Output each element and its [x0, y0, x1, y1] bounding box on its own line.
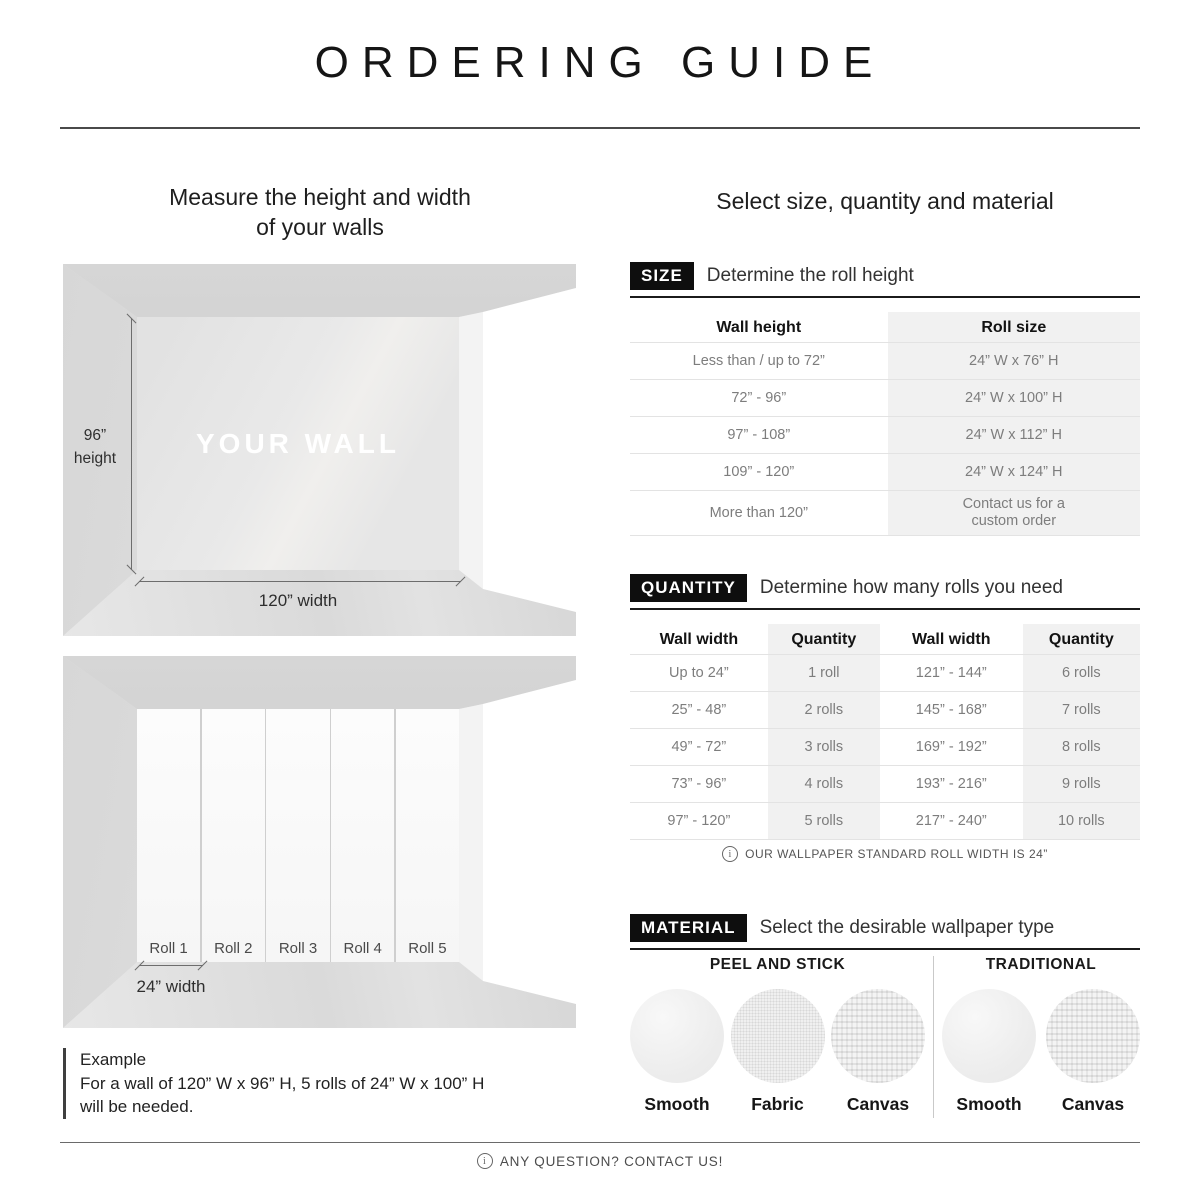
footer-divider [60, 1142, 1140, 1143]
size-wall-height-cell: 72” - 96” [731, 389, 787, 406]
room-diagram-rolls [63, 656, 576, 1028]
size-table-row [630, 491, 1140, 536]
example-line1: For a wall of 120” W x 96” H, 5 rolls of 24” W x 100” H [80, 1073, 485, 1093]
wall-width-cell: 49” - 72” [671, 738, 727, 755]
smooth-texture-swatch [942, 989, 1036, 1083]
quantity-tag: QUANTITY [630, 574, 747, 602]
quantity-cell: 1 roll [768, 655, 880, 691]
material-option-canvas [1046, 989, 1140, 1115]
size-table-row [630, 454, 1140, 491]
quantity-cell: 7 rolls [1023, 692, 1140, 728]
quantity-cell: 4 rolls [768, 766, 880, 802]
page-title: ORDERING GUIDE [314, 38, 886, 87]
roll-label: Roll 2 [214, 940, 253, 957]
wall-width-cell: 73” - 96” [671, 775, 727, 792]
quantity-cell: 10 rolls [1023, 803, 1140, 839]
material-option-label: Canvas [846, 1094, 910, 1114]
left-heading-line2: of your walls [256, 214, 384, 240]
quantity-col-wall-width-1: Wall width [659, 630, 739, 648]
wall-height-word: height [73, 450, 117, 467]
wall-width-label: 120” width [258, 591, 338, 610]
roll-label: Roll 5 [408, 940, 447, 957]
material-option-label: Canvas [1061, 1094, 1125, 1114]
roll-panel [266, 709, 329, 962]
size-wall-height-cell: 97” - 108” [727, 426, 791, 443]
quantity-cell: 2 rolls [768, 692, 880, 728]
quantity-table-row [630, 766, 1140, 803]
material-group-divider [933, 956, 934, 1118]
material-option-label: Smooth [644, 1094, 710, 1114]
example-note [63, 1048, 550, 1119]
wall-height-value: 96” [83, 427, 107, 444]
footer-text: ANY QUESTION? CONTACT US! [499, 1153, 724, 1169]
example-line2: will be needed. [80, 1097, 194, 1116]
example-title: Example [80, 1050, 147, 1069]
quantity-table-row [630, 803, 1140, 840]
size-col-roll-size: Roll size [888, 312, 1140, 342]
material-option-label: Fabric [751, 1094, 804, 1114]
size-roll-size-cell: 24” W x 100” H [888, 380, 1140, 416]
size-roll-size-cell: 24” W x 112” H [888, 417, 1140, 453]
fabric-texture-swatch [731, 989, 825, 1083]
info-icon: i [722, 846, 738, 862]
material-option-canvas [831, 989, 925, 1115]
roll-panel [331, 709, 394, 962]
wall-width-cell: 217” - 240” [915, 812, 987, 829]
material-option-smooth [942, 989, 1036, 1115]
right-column-heading: Select size, quantity and material [716, 188, 1054, 214]
material-description: Select the desirable wallpaper type [759, 917, 1055, 938]
material-option-smooth [630, 989, 724, 1115]
quantity-table-row [630, 692, 1140, 729]
traditional-group [942, 956, 1140, 1118]
peel-and-stick-title: PEEL AND STICK [709, 956, 846, 973]
quantity-section-header [630, 574, 1140, 610]
quantity-cell: 9 rolls [1023, 766, 1140, 802]
roll-panel [137, 709, 200, 962]
quantity-table [630, 624, 1140, 840]
quantity-col-wall-width-2: Wall width [912, 630, 991, 648]
size-table-row [630, 380, 1140, 417]
size-table [630, 312, 1140, 536]
quantity-cell: 8 rolls [1023, 729, 1140, 765]
quantity-cell: 3 rolls [768, 729, 880, 765]
traditional-title: TRADITIONAL [985, 956, 1097, 973]
wall-width-cell: 169” - 192” [915, 738, 987, 755]
width-measure-line [139, 581, 461, 582]
quantity-cell: 6 rolls [1023, 655, 1140, 691]
wall-width-cell: 97” - 120” [667, 812, 731, 829]
your-wall-label: YOUR WALL [196, 427, 400, 459]
size-roll-size-cell: 24” W x 124” H [888, 454, 1140, 490]
quantity-col-quantity-1: Quantity [768, 624, 880, 654]
footer-contact [0, 1153, 1200, 1169]
size-wall-height-cell: More than 120” [709, 504, 808, 521]
size-table-row [630, 343, 1140, 380]
quantity-cell: 5 rolls [768, 803, 880, 839]
peel-and-stick-group [630, 956, 925, 1118]
wall-width-cell: 193” - 216” [915, 775, 987, 792]
material-tag: MATERIAL [630, 914, 747, 942]
title-divider [60, 127, 1140, 129]
size-tag: SIZE [630, 262, 694, 290]
canvas-texture-swatch [831, 989, 925, 1083]
quantity-table-row [630, 729, 1140, 766]
size-section-header [630, 262, 1140, 298]
material-option-fabric [731, 989, 825, 1115]
size-roll-size-cell: Contact us for a custom order [888, 491, 1140, 535]
room-diagram-measure [63, 264, 576, 636]
roll-width-measure-line [139, 965, 203, 966]
quantity-col-quantity-2: Quantity [1023, 624, 1140, 654]
size-col-wall-height: Wall height [716, 318, 802, 336]
size-table-header-row [630, 312, 1140, 343]
quantity-table-row [630, 655, 1140, 692]
roll-width-note-text: OUR WALLPAPER STANDARD ROLL WIDTH IS 24” [745, 847, 1048, 861]
left-heading-line1: Measure the height and width [169, 184, 471, 210]
traditional-swatches [942, 989, 1140, 1115]
size-wall-height-cell: Less than / up to 72” [692, 352, 825, 369]
wall-height-label [63, 424, 127, 470]
size-table-row [630, 417, 1140, 454]
wall-width-cell: 121” - 144” [915, 664, 987, 681]
size-roll-size-cell: 24” W x 76” H [888, 343, 1140, 379]
quantity-table-header-row [630, 624, 1140, 655]
canvas-texture-swatch [1046, 989, 1140, 1083]
wall-width-cell: 25” - 48” [671, 701, 727, 718]
left-column-heading [60, 182, 580, 242]
roll-width-label: 24” width [136, 977, 206, 996]
size-description: Determine the roll height [706, 265, 914, 286]
room1-back-wall [137, 317, 459, 570]
smooth-texture-swatch [630, 989, 724, 1083]
roll-label: Roll 3 [278, 940, 318, 957]
roll-label: Roll 1 [149, 940, 188, 957]
material-option-label: Smooth [956, 1094, 1022, 1114]
wall-width-cell: Up to 24” [669, 664, 729, 681]
roll-label: Roll 4 [343, 940, 382, 957]
size-wall-height-cell: 109” - 120” [723, 463, 795, 480]
wallpaper-roll-panels [137, 709, 459, 962]
quantity-description: Determine how many rolls you need [759, 577, 1063, 598]
roll-panel [396, 709, 459, 962]
wall-width-cell: 145” - 168” [915, 701, 987, 718]
material-section-header [630, 914, 1140, 950]
peel-and-stick-swatches [630, 989, 925, 1115]
material-options [630, 956, 1140, 1118]
roll-panel [202, 709, 265, 962]
height-measure-line [131, 318, 132, 570]
roll-width-note [630, 846, 1140, 862]
info-icon: i [477, 1153, 493, 1169]
